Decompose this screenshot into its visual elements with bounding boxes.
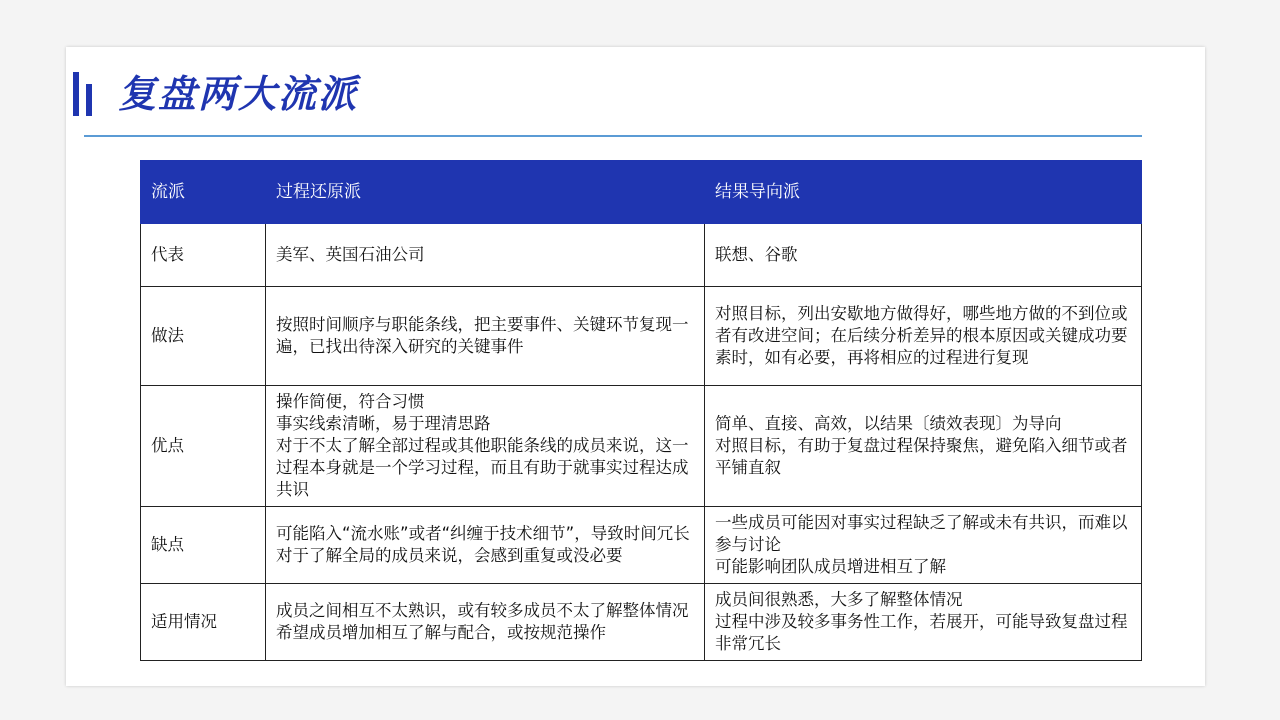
cell-text: 简单、直接、高效，以结果〔绩效表现〕为导向 (715, 414, 1062, 433)
result-cell (705, 386, 1142, 507)
cell-text: 按照时间顺序与职能条线，把主要事件、关键环节复现一遍，已找出待深入研究的关键事件 (276, 315, 689, 356)
cell-text: 美军、英国石油公司 (276, 245, 425, 264)
cell-text: 对于不太了解全部过程或其他职能条线的成员来说，这一过程本身就是一个学习过程，而且有助于就事实过程达成共识 (276, 436, 689, 499)
process-cell (266, 507, 705, 584)
cell-text: 操作简便，符合习惯 (276, 392, 425, 411)
result-cell (705, 507, 1142, 584)
header-result-school: 结果导向派 (705, 161, 1142, 224)
result-cell (705, 287, 1142, 386)
result-cell (705, 584, 1142, 661)
cell-text: 成员之间相互不太熟识，或有较多成员不太了解整体情况 (276, 601, 689, 620)
table-row-cons (141, 507, 1142, 584)
slide (66, 47, 1205, 686)
table-header-row (141, 161, 1142, 224)
comparison-table (140, 160, 1142, 661)
title-bar-short (86, 84, 92, 116)
process-cell (266, 386, 705, 507)
cell-text: 对于了解全局的成员来说，会感到重复或没必要 (276, 546, 623, 565)
row-label: 做法 (141, 287, 266, 386)
process-cell (266, 224, 705, 287)
cell-text: 对照目标，列出安歇地方做得好，哪些地方做的不到位或者有改进空间；在后续分析差异的根本原因或关键成功要素时，如有必要，再将相应的过程进行复现 (715, 304, 1128, 367)
process-cell (266, 287, 705, 386)
cell-text: 过程中涉及较多事务性工作，若展开，可能导致复盘过程非常冗长 (715, 612, 1128, 653)
row-label: 代表 (141, 224, 266, 287)
page-title: 复盘两大流派 (118, 72, 359, 116)
table-row-representatives (141, 224, 1142, 287)
cell-text: 可能陷入“流水账”或者“纠缠于技术细节”，导致时间冗长 (276, 524, 690, 543)
cell-text: 对照目标，有助于复盘过程保持聚焦，避免陷入细节或者平铺直叙 (715, 436, 1128, 477)
row-label: 缺点 (141, 507, 266, 584)
cell-text: 希望成员增加相互了解与配合，或按规范操作 (276, 623, 606, 642)
cell-text: 可能影响团队成员增进相互了解 (715, 557, 946, 576)
title-bar-tall (73, 72, 79, 116)
cell-text: 事实线索清晰，易于理清思路 (276, 414, 491, 433)
title-bars-icon (73, 72, 95, 116)
cell-text: 联想、谷歌 (715, 245, 798, 264)
title-divider (84, 135, 1142, 137)
cell-text: 一些成员可能因对事实过程缺乏了解或未有共识，而难以参与讨论 (715, 513, 1128, 554)
header-school: 流派 (141, 161, 266, 224)
row-label: 优点 (141, 386, 266, 507)
result-cell (705, 224, 1142, 287)
row-label: 适用情况 (141, 584, 266, 661)
cell-text: 成员间很熟悉，大多了解整体情况 (715, 590, 963, 609)
table-row-applicable (141, 584, 1142, 661)
process-cell (266, 584, 705, 661)
table-row-method (141, 287, 1142, 386)
header-process-school: 过程还原派 (266, 161, 705, 224)
table-row-pros (141, 386, 1142, 507)
